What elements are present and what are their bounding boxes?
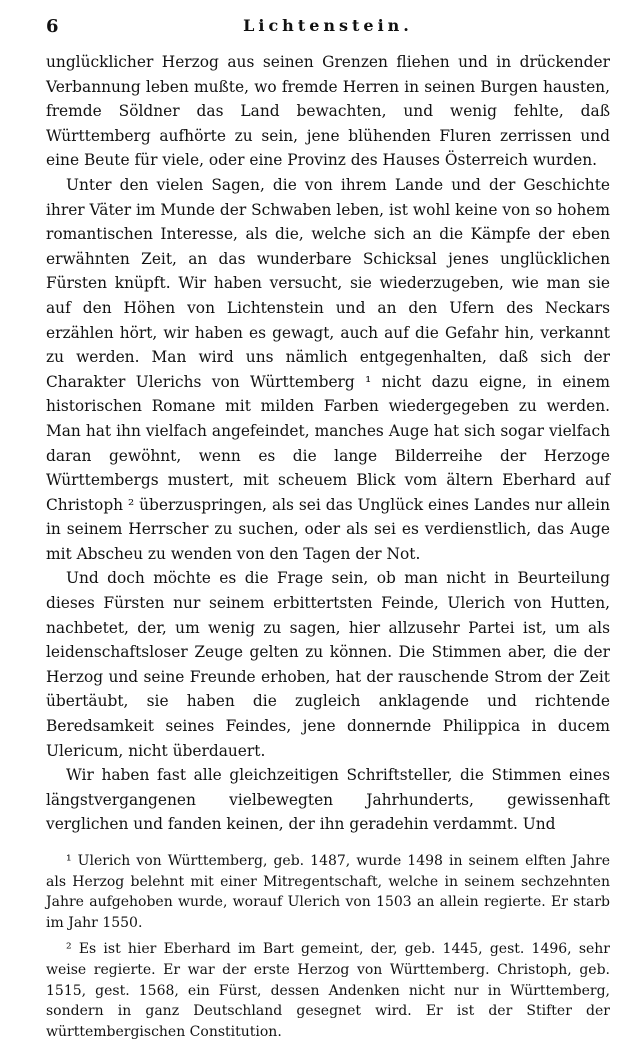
body-text bbox=[46, 50, 610, 837]
page-number: 6 bbox=[46, 16, 59, 37]
footnotes bbox=[46, 851, 610, 1042]
running-title: Lichtenstein. bbox=[243, 16, 413, 35]
paragraph-3: Und doch möchte es die Frage sein, ob man nicht in Beurteilung dieses Fürsten nur seinem erbittertsten Feinde, Ulerich von Hutten, nachbetet, der, um wenig zu sagen, hier allzusehr Partei ist, um als leidenschaftsloser Zeuge gelten zu können. Die Stimmen aber, die der Herzog und seine Freunde erhoben, hat der rauschende Strom der Zeit übertäubt, sie haben die zugleich anklagende und richtende Beredsamkeit seines Feindes, jene donnernde Philippica in ducem Ulericum, nicht überdauert. bbox=[46, 569, 610, 760]
footnote-2: ² Es ist hier Eberhard im Bart gemeint, der, geb. 1445, gest. 1496, sehr weise regierte. Er war der erste Herzog von Württemberg. Christoph, geb. 1515, gest. 1568, ein Fürst, dessen Andenken nicht nur in Württemberg, sondern in ganz Deutschland gesegnet wird. Er ist der Stifter der württembergischen Constitution. bbox=[46, 941, 610, 1040]
running-head bbox=[46, 16, 610, 50]
footnote-1: ¹ Ulerich von Württemberg, geb. 1487, wurde 1498 in seinem elften Jahre als Herzog belehnt mit einer Mitregentschaft, welche in seinem sechzehnten Jahre aufgehoben wurde, worauf Ulerich von 1503 an allein regierte. Er starb im Jahr 1550. bbox=[46, 853, 610, 931]
paragraph-2: Unter den vielen Sagen, die von ihrem Lande und der Geschichte ihrer Väter im Munde der Schwaben leben, ist wohl keine von so hohem romantischen Interesse, als die, welche sich an die Kämpfe der eben erwähnten Zeit, an das wunderbare Schicksal jenes unglücklichen Fürsten knüpft. Wir haben versucht, sie wiederzugeben, wie man sie auf den Höhen von Lichtenstein und an den Ufern des Neckars erzählen hört, wir haben es gewagt, auch auf die Gefahr hin, verkannt zu werden. Man wird uns nämlich entgegenhalten, daß sich der Charakter Ulerichs von Württemberg ¹ nicht dazu eigne, in einem historischen Romane mit milden Farben wiedergegeben zu werden. Man hat ihn vielfach angefeindet, manches Auge hat sich sogar vielfach daran gewöhnt, wenn es die lange Bilderreihe der Herzoge Württembergs mustert, mit scheuem Blick vom ältern Eberhard auf Christoph ² überzuspringen, als sei das Unglück eines Landes nur allein in seinem Herrscher zu suchen, oder als sei es verdienstlich, das Auge mit Abscheu zu wenden von den Tagen der Not. bbox=[46, 175, 610, 563]
paragraph-1: unglücklicher Herzog aus seinen Grenzen fliehen und in drückender Verbannung leben mußte, wo fremde Herren in seinen Burgen hausten, fremde Söldner das Land bewachten, und wenig fehlte, daß Württemberg aufhörte zu sein, jene blühenden Fluren zerrissen und eine Beute für viele, oder eine Provinz des Hauses Österreich wurden. bbox=[46, 53, 610, 170]
paragraph-4: Wir haben fast alle gleichzeitigen Schriftsteller, die Stimmen eines längstvergangenen vielbewegten Jahrhunderts, gewissenhaft verglichen und fanden keinen, der ihn geradehin verdammt. Und bbox=[46, 766, 610, 834]
